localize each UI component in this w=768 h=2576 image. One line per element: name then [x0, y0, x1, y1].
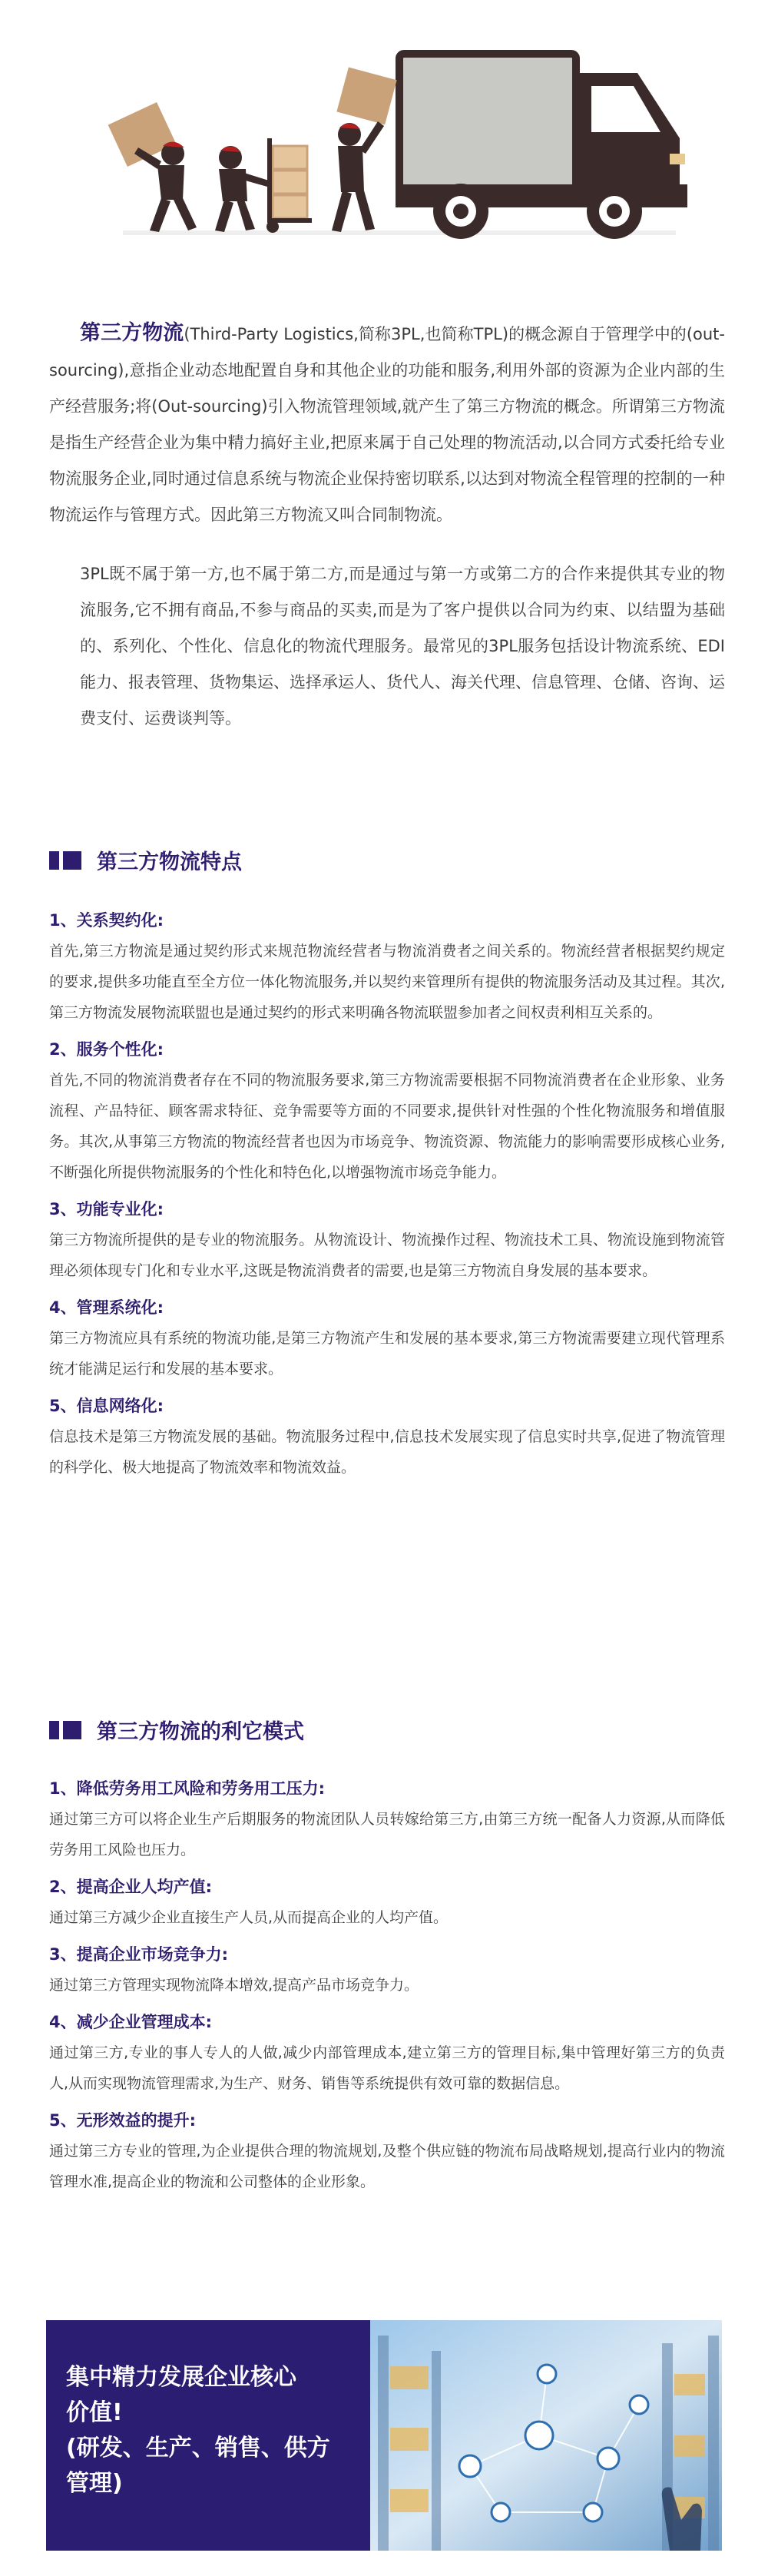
item-body: 通过第三方专业的管理,为企业提供合理的物流规划,及整个供应链的物流布局战略规划,提高行业内的物流管理水准,提高企业的物流和公司整体的企业形象。	[49, 2143, 725, 2190]
features-list	[49, 899, 725, 1483]
item-body: 通过第三方管理实现物流降本增效,提高产品市场竞争力。	[49, 1977, 419, 1994]
warehouse-network-photo	[370, 2320, 722, 2551]
banner-line: 价值!	[66, 2399, 123, 2426]
movers-truck-icon	[0, 0, 768, 292]
list-item	[49, 1939, 725, 2001]
item-body: 通过第三方减少企业直接生产人员,从而提高企业的人均产值。	[49, 1909, 449, 1926]
section-title: 第三方物流的利它模式	[97, 1720, 304, 1744]
hero-illustration	[0, 0, 768, 292]
list-item	[49, 1194, 725, 1286]
item-body: 首先,第三方物流是通过契约形式来规范物流经营者与物流消费者之间关系的。物流经营者根据契约规定的要求,提供多功能直至全方位一体化物流服务,并以契约来管理所有提供的物流服务活动及其过程。其次,第三方物流发展物流联盟也是通过契约的形式来明确各物流联盟参加者之间权责利相互关系的。	[49, 943, 725, 1021]
heading-bar-icon	[49, 851, 59, 870]
warehouse-network-icon	[370, 2320, 722, 2551]
item-body: 第三方物流所提供的是专业的物流服务。从物流设计、物流操作过程、物流技术工具、物流设施到物流管理必须体现专门化和专业水平,这既是物流消费者的需要,也是第三方物流自身发展的基本要求。	[49, 1232, 725, 1279]
intro-paragraph-1	[49, 315, 725, 533]
list-item	[49, 2007, 725, 2099]
item-body: 信息技术是第三方物流发展的基础。物流服务过程中,信息技术发展实现了信息实时共享,促进了物流管理的科学化、极大地提高了物流效率和物流效益。	[49, 1428, 725, 1476]
item-body: 首先,不同的物流消费者存在不同的物流服务要求,第三方物流需要根据不同物流消费者在企业形象、业务流程、产品特征、顾客需求特征、竞争需要等方面的不同要求,提供针对性强的个性化物流服务和增值服务。其次,从事第三方物流的物流经营者也因为市场竞争、物流资源、物流能力的影响需要形成核心业务,不断强化所提供物流服务的个性化和特色化,以增强物流市场竞争能力。	[49, 1072, 725, 1181]
heading-bar-icon	[49, 1721, 59, 1739]
item-heading: 4、减少企业管理成本:	[49, 2013, 213, 2031]
list-item	[49, 2105, 725, 2197]
banner-line: 管理)	[66, 2470, 123, 2497]
section-heading-features	[49, 845, 242, 875]
list-item	[49, 1871, 725, 1933]
core-value-banner	[46, 2320, 722, 2551]
benefits-list	[49, 1767, 725, 2197]
intro-paragraph-2: 3PL既不属于第一方,也不属于第二方,而是通过与第一方或第二方的合作来提供其专业的物流服务,它不拥有商品,不参与商品的买卖,而是为了客户提供以合同为约束、以结盟为基础的、系列化、个性化、信息化的物流代理服务。最常见的3PL服务包括设计物流系统、EDI能力、报表管理、货物集运、选择承运人、货代人、海关代理、信息管理、仓储、咨询、运费支付、运费谈判等。	[80, 565, 725, 728]
list-item	[49, 1773, 725, 1865]
item-body: 第三方物流应具有系统的物流功能,是第三方物流产生和发展的基本要求,第三方物流需要建立现代管理系统才能满足运行和发展的基本要求。	[49, 1330, 725, 1378]
intro-paragraph-1-text: (Third-Party Logistics,简称3PL,也简称TPL)的概念源自于管理学中的(out-sourcing),意指企业动态地配置自身和其他企业的功能和服务,利用外部的资源为企业内部的生产经营服务;将(Out-sourcing)引入物流管理领域,就产生了第三方物流的概念。所谓第三方物流是指生产经营企业为集中精力搞好主业,把原来属于自己处理的物流活动,以合同方式委托给专业物流服务企业,同时通过信息系统与物流企业保持密切联系,以达到对物流全程管理的控制的一种物流运作与管理方式。因此第三方物流又叫合同制物流。	[49, 325, 725, 524]
item-heading: 3、提高企业市场竞争力:	[49, 1945, 229, 1964]
item-body: 通过第三方可以将企业生产后期服务的物流团队人员转嫁给第三方,由第三方统一配备人力资源,从而降低劳务用工风险也压力。	[49, 1811, 725, 1858]
item-heading: 4、管理系统化:	[49, 1298, 164, 1317]
item-heading: 3、功能专业化:	[49, 1200, 164, 1218]
list-item	[49, 1292, 725, 1384]
heading-square-icon	[63, 1721, 81, 1739]
item-heading: 5、信息网络化:	[49, 1397, 164, 1415]
list-item	[49, 1034, 725, 1188]
list-item	[49, 1391, 725, 1483]
banner-line: 集中精力发展企业核心	[66, 2364, 296, 2391]
banner-text-panel	[46, 2320, 370, 2551]
heading-square-icon	[63, 851, 81, 870]
item-heading: 1、降低劳务用工风险和劳务用工压力:	[49, 1779, 326, 1798]
intro-section	[49, 315, 725, 737]
section-title: 第三方物流特点	[97, 850, 242, 874]
section-heading-benefits	[49, 1715, 304, 1745]
list-item	[49, 905, 725, 1028]
item-heading: 2、提高企业人均产值:	[49, 1878, 213, 1896]
brand-term: 第三方物流	[80, 321, 184, 345]
banner-line: (研发、生产、销售、供方	[66, 2435, 330, 2462]
item-heading: 1、关系契约化:	[49, 911, 164, 930]
item-heading: 5、无形效益的提升:	[49, 2111, 197, 2130]
item-body: 通过第三方,专业的事人专人的人做,减少内部管理成本,建立第三方的管理目标,集中管理好第三方的负责人,从而实现物流管理需求,为生产、财务、销售等系统提供有效可靠的数据信息。	[49, 2044, 725, 2092]
item-heading: 2、服务个性化:	[49, 1040, 164, 1059]
